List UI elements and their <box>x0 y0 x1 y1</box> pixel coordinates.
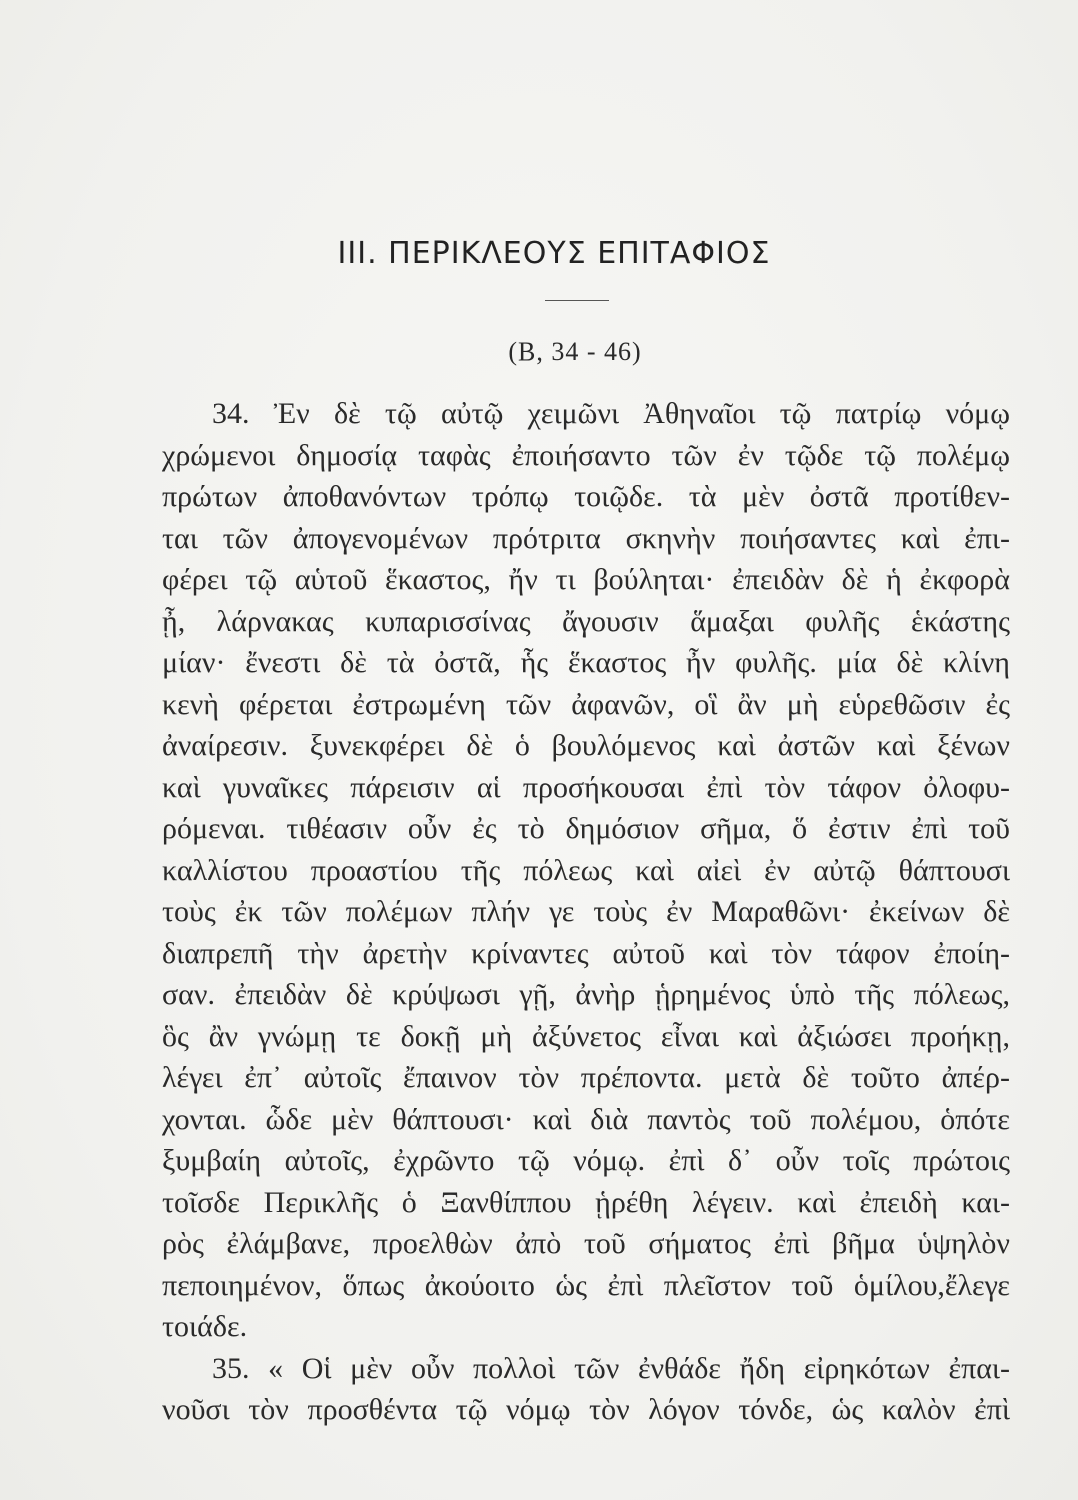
text-line: μίαν· ἔνεστι δὲ τὰ ὀστᾶ, ἧς ἕκαστος ἦν φυλῆς. μία δὲ κλίνη <box>162 646 1010 679</box>
text-line: τοῖσδε Περικλῆς ὁ Ξανθίππου ᾑρέθη λέγειν. καὶ ἐπειδὴ και- <box>162 1185 1010 1219</box>
text-line: ὃς ἂν γνώμῃ τε δοκῇ μὴ ἀξύνετος εἶναι καὶ ἀξιώσει προήκῃ, <box>162 1019 1010 1053</box>
text-line: ἀναίρεσιν. ξυνεκφέρει δὲ ὁ βουλόμενος καὶ ἀστῶν καὶ ξένων <box>162 729 1010 762</box>
text-line: καλλίστου προαστίου τῆς πόλεως καὶ αἰεὶ ἐν αὐτῷ θάπτουσι <box>162 853 1010 887</box>
text-line: χονται. ὧδε μὲν θάπτουσι· καὶ διὰ παντὸς τοῦ πολέμου, ὁπότε <box>162 1102 1010 1136</box>
body-text <box>162 393 1010 1431</box>
text-line: 34. Ἐν δὲ τῷ αὐτῷ χειμῶνι Ἀθηναῖοι τῷ πατρίῳ νόμῳ <box>212 397 1010 430</box>
text-line: λέγει ἐπ᾽ αὐτοῖς ἔπαινον τὸν πρέποντα. μετὰ δὲ τοῦτο ἀπέρ- <box>162 1061 1010 1094</box>
text-line: ρὸς ἐλάμβανε, προελθὼν ἀπὸ τοῦ σήματος ἐπὶ βῆμα ὑψηλὸν <box>162 1227 1010 1260</box>
text-line: ρόμεναι. τιθέασιν οὖν ἐς τὸ δημόσιον σῆμα, ὅ ἐστιν ἐπὶ τοῦ <box>162 812 1010 845</box>
chapter-reference: (Β, 34 - 46) <box>508 337 642 366</box>
chapter-heading: III. ΠΕΡΙΚΛΕΟΥΣ ΕΠΙΤΑΦΙΟΣ <box>337 236 771 271</box>
text-line: κενὴ φέρεται ἐστρωμένη τῶν ἀφανῶν, οἳ ἂν μὴ εὑρεθῶσιν ἐς <box>162 687 1010 721</box>
text-line: ται τῶν ἀπογενομένων πρότριτα σκηνὴν ποιήσαντες καὶ ἐπι- <box>162 521 1010 555</box>
text-line: νοῦσι τὸν προσθέντα τῷ νόμῳ τὸν λόγον τόνδε, ὡς καλὸν ἐπὶ <box>162 1393 1010 1426</box>
text-line: τοιάδε. <box>162 1310 248 1343</box>
text-line: σαν. ἐπειδὰν δὲ κρύψωσι γῇ, ἀνὴρ ᾑρημένος ὑπὸ τῆς πόλεως, <box>162 978 1010 1011</box>
text-line: χρώμενοι δημοσίᾳ ταφὰς ἐποιήσαντο τῶν ἐν τῷδε τῷ πολέμῳ <box>162 438 1010 472</box>
text-line: τοὺς ἐκ τῶν πολέμων πλήν γε τοὺς ἐν Μαραθῶνι· ἐκείνων δὲ <box>162 895 1010 928</box>
text-line: ξυμβαίη αὐτοῖς, ἐχρῶντο τῷ νόμῳ. ἐπὶ δ᾽ οὖν τοῖς πρώτοις <box>162 1144 1010 1177</box>
text-line: φέρει τῷ αὑτοῦ ἕκαστος, ἤν τι βούληται· ἐπειδὰν δὲ ἡ ἐκφορὰ <box>162 563 1010 596</box>
heading-divider <box>545 300 609 301</box>
text-line: 35. « Οἱ μὲν οὖν πολλοὶ τῶν ἐνθάδε ἤδη εἰρηκότων ἐπαι- <box>212 1351 1010 1385</box>
text-line: καὶ γυναῖκες πάρεισιν αἱ προσήκουσαι ἐπὶ τὸν τάφον ὀλοφυ- <box>162 770 1010 804</box>
text-line: πεποιημένον, ὅπως ἀκούοιτο ὡς ἐπὶ πλεῖστον τοῦ ὁμίλου,ἔλεγε <box>162 1268 1010 1302</box>
text-line: ᾖ, λάρνακας κυπαρισσίνας ἄγουσιν ἅμαξαι φυλῆς ἑκάστης <box>162 604 1010 638</box>
text-line: διαπρεπῆ τὴν ἀρετὴν κρίναντες αὐτοῦ καὶ τὸν τάφον ἐποίη- <box>162 936 1010 970</box>
text-line: πρώτων ἀποθανόντων τρόπῳ τοιῷδε. τὰ μὲν ὀστᾶ προτίθεν- <box>162 480 1010 513</box>
